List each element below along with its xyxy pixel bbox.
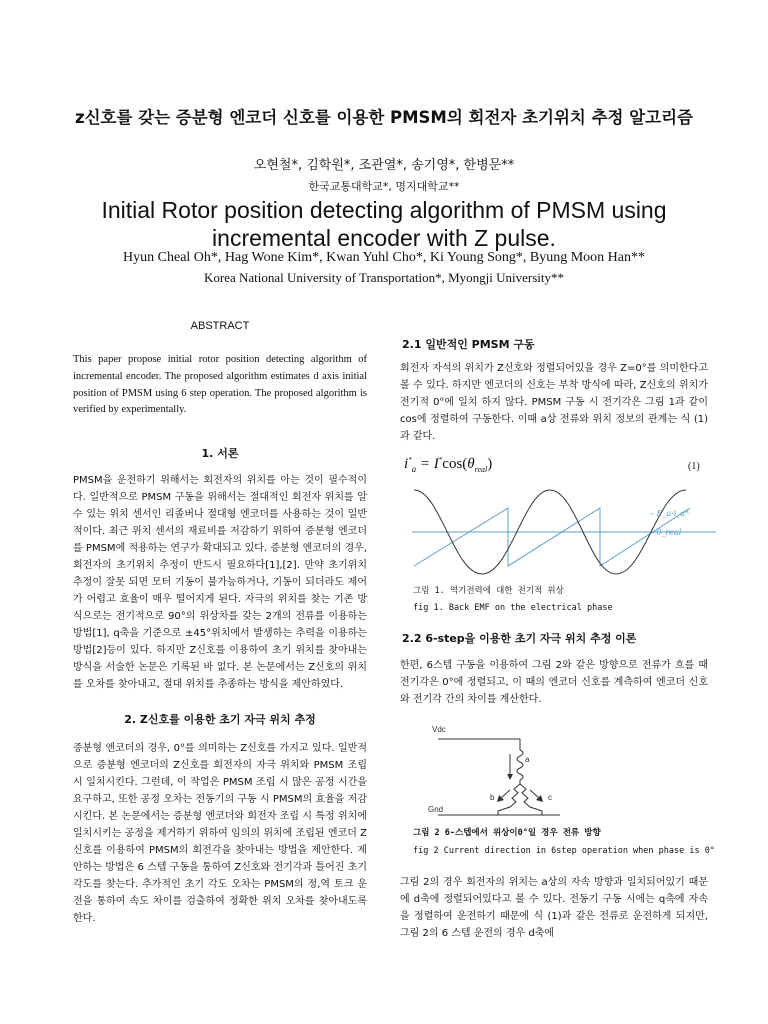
abstract-heading: ABSTRACT	[190, 320, 250, 332]
current-arrow-b	[501, 790, 510, 798]
korean-affiliation: 한국교통대학교*, 명지대학교**	[308, 180, 460, 193]
section-2-2-body: 한편, 6스텝 구동을 이용하여 그림 2와 같은 방향으로 전류가 흐를 때 전기각은 0°에 정렬되고, 이 때의 엔코더 신호를 계측하여 엔코더 신호와 전기각 간의 차이를 계산한다.	[400, 660, 708, 705]
korean-title: z신호를 갖는 증분형 엔코더 신호를 이용한 PMSM의 회전자 초기위치 추정 알고리즘	[75, 108, 693, 127]
figure-1-caption-korean: 그림 1. 역기전력에 대한 전기적 위상	[413, 586, 564, 596]
back-emf-phase-plot	[410, 488, 716, 588]
label-a: a	[525, 755, 530, 764]
label-b: b	[490, 793, 495, 802]
english-affiliation: Korea National University of Transportation*, Myongji University**	[204, 270, 564, 285]
section-2-heading: 2. Z신호를 이용한 초기 자극 위치 추정	[124, 713, 316, 726]
legend-theta-real: – θ_real	[650, 528, 682, 537]
section-2-1-body: 회전자 자석의 위치가 Z신호와 정렬되어있을 경우 Z=0°를 의미한다고 볼 수 있다. 하지만 엔코더의 신호는 부착 방식에 따라, Z신호의 위치가 전기적 0°에 일치 하지 않다. PMSM 구동 시 전기각은 그림 1과 같이 cos에 정렬하여 구동한다. 이때 a상 전류와 위치 정보의 관계는 식 (1)과 같다.	[400, 363, 708, 442]
current-arrow-a-head	[507, 774, 513, 780]
six-step-circuit-diagram	[410, 718, 610, 822]
figure-1-caption-english: fig 1. Back EMF on the electrical phase	[413, 603, 613, 613]
legend-back-emf: – E_a·i_a*	[650, 509, 690, 518]
english-title: Initial Rotor position detecting algorithm of PMSM using incremental encoder with Z pulse.	[101, 197, 667, 251]
section-2-2-heading: 2.2 6-step을 이용한 초기 자극 위치 추정 이론	[402, 632, 637, 645]
abstract-body: This paper propose initial rotor position detecting algorithm of incremental encoder. The proposed algorithm estimates d axis initial position of PMSM using 6 step operation. The proposed algorithm is verified by experimentally.	[73, 354, 367, 416]
korean-authors: 오현철*, 김학원*, 조관열*, 송기영*, 한병문**	[253, 158, 515, 173]
label-c: c	[548, 793, 552, 802]
english-authors: Hyun Cheal Oh*, Hag Wone Kim*, Kwan Yuhl Cho*, Ki Young Song*, Byung Moon Han**	[123, 250, 645, 265]
section-1-heading: 1. 서론	[201, 447, 239, 460]
equation-1: $i^*_a = I^*\cos(\theta_{real})$	[404, 456, 493, 474]
label-vdc: Vdc	[432, 725, 446, 734]
equation-1-number: (1)	[688, 461, 700, 472]
figure-2-caption-korean: 그림 2 6-스텝에서 위상이0°일 경우 전류 방향	[413, 828, 601, 838]
figure-2-caption-english: fig 2 Current direction in 6step operation when phase is 0°	[413, 846, 715, 856]
current-arrow-c	[530, 790, 539, 798]
section-1-body: PMSM을 운전하기 위해서는 회전자의 위치를 아는 것이 필수적이다. 일반적으로 PMSM 구동을 위해서는 절대적인 회전자 위치를 알 수 있는 위치 센서인 리졸버나 절대형 엔코더를 사용하는 것이 일반적이다. 최근 위치 센서의 재료비를 저감하기 위하여 증분형 엔코더를 PMSM에 적용하는 연구가 확대되고 있다. 증분형 엔코더의 경우, 회전자의 초기위치 추정이 반드시 필요하다[1],[2]. 만약 초기위치 추정이 잘못 되면 모터 기동이 불가능하거나, 기동이 되더라도 제어가 어렵고 효율이 매우 떨어지게 된다. 자극의 위치를 찾는 기존 방식으로는 전기적으로 90°의 위상차를 갖는 2개의 전류를 이용하는 방법[1], q축을 기준으로 ±45°위치에서 발생하는 추력을 이용하는 방법[2]등이 있다. 하지만 Z신호를 이용하여 초기 위치를 찾아내는 방식을 서술한 논문은 기록된 바 없다. 본 논문에서는 Z신호의 위치를 오차를 찾아내고, 절대 위치를 추종하는 방식을 제안하였다.	[73, 475, 367, 690]
section-2-1-heading: 2.1 일반적인 PMSM 구동	[402, 338, 535, 351]
section-2-2-continued-body: 그림 2의 경우 회전자의 위치는 a상의 자속 방향과 일치되어있기 때문에 d축에 정렬되어있다고 볼 수 있다. 전동기 구동 시에는 q축에 자속을 정렬하여 운전하기 때문에 식 (1)과 같은 전류로 운전하게 되지만, 그림 2의 6 스텝 운전의 경우 d축에	[400, 877, 708, 939]
phase-a-coil	[517, 750, 523, 784]
label-gnd: Gnd	[428, 805, 444, 814]
section-2-body: 증분형 엔코더의 경우, 0°를 의미하는 Z신호를 가지고 있다. 일반적으로 증분형 엔코더의 Z신호를 회전자의 자극 위치와 PMSM 조립 시 일치시킨다. 그런데, 이 작업은 PMSM 조립 시 많은 공정 시간을 요구하고, 또한 공정 오차는 전동기의 구동 시 PMSM의 효율을 저감 시킨다. 본 논문에서는 증분형 엔코더와 회전자 조립 시 특정 위치에 일치시키는 공정을 제거하기 위하여 임의의 위치에 조립된 엔코더 Z신호를 이용하여 PMSM의 회전각을 찾아내는 방법을 제안한다. 제안하는 방법은 6 스텝 구동을 통하여 Z신호와 전기각과 틀어진 초기 각도를 찾는다. 추가적인 초기 각도 오차는 PMSM의 정,역 토크 운전을 통하여 속도 차이를 검출하여 정확한 위치 오차를 찾아내도록 한다.	[73, 743, 367, 924]
